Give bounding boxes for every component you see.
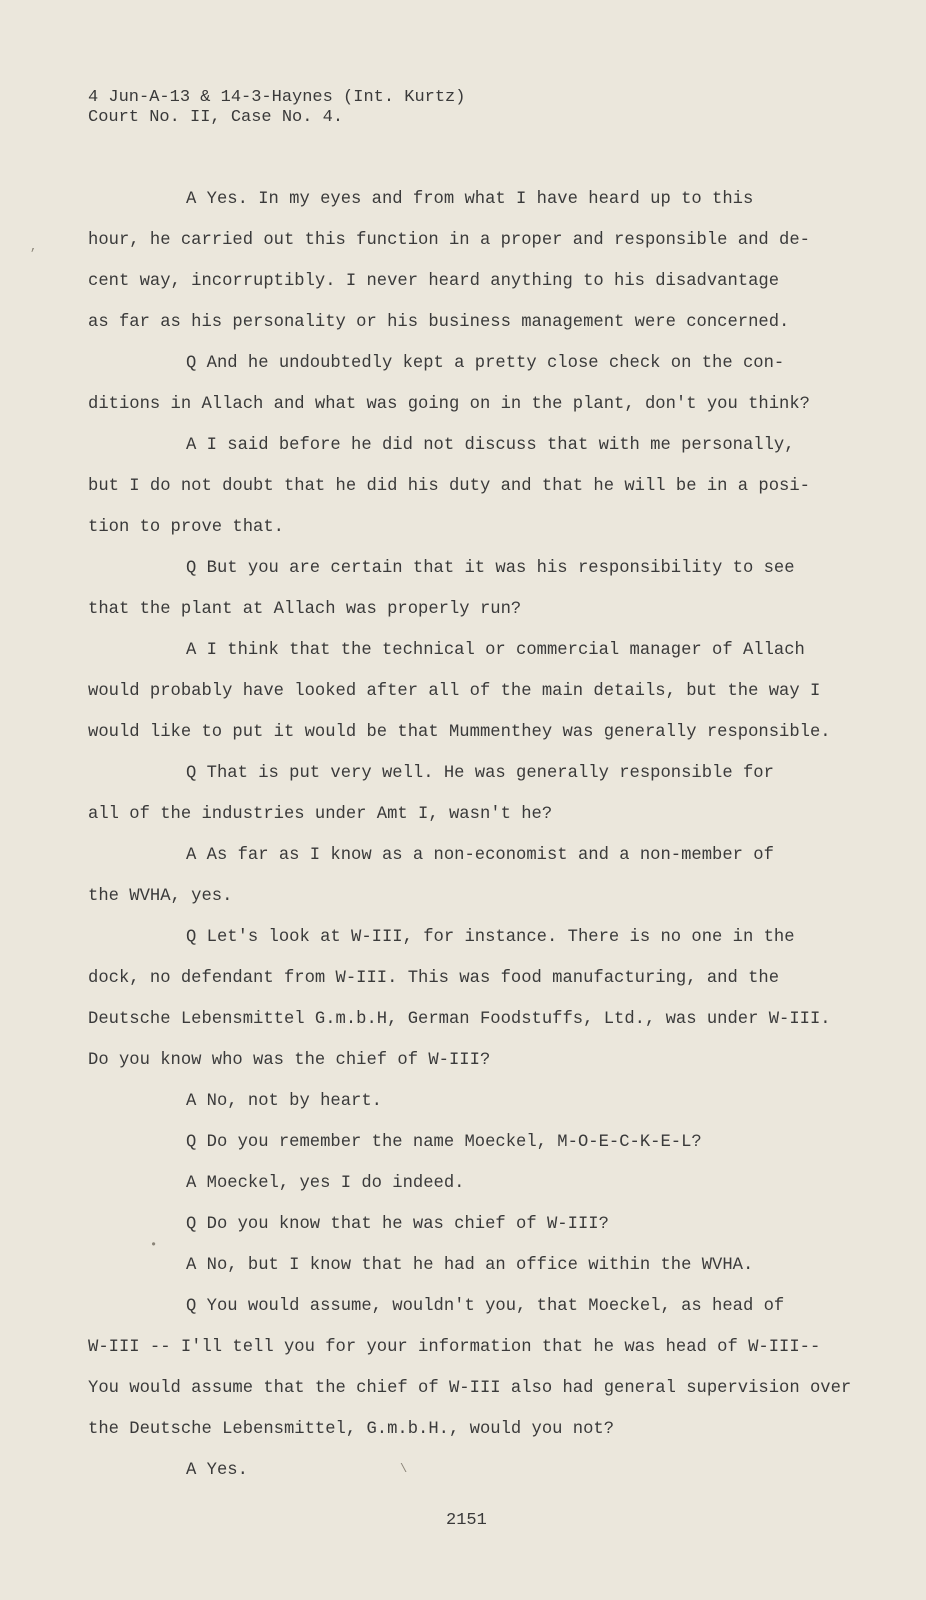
body-line: hour, he carried out this function in a proper and responsible and de- <box>88 231 810 250</box>
header-session-line: 4 Jun-A-13 & 14-3-Haynes (Int. Kurtz) <box>88 88 466 107</box>
header-court-line: Court No. II, Case No. 4. <box>88 108 344 127</box>
body-line: the Deutsche Lebensmittel, G.m.b.H., would you not? <box>88 1420 615 1439</box>
body-line: A Yes. <box>186 1461 248 1480</box>
body-line: but I do not doubt that he did his duty and that he will be in a posi- <box>88 477 810 496</box>
body-line: Q Do you remember the name Moeckel, M-O-E-C-K-E-L? <box>186 1133 702 1152</box>
body-line: W-III -- I'll tell you for your information that he was head of W-III-- <box>88 1338 821 1357</box>
body-line: You would assume that the chief of W-III also had general supervision over <box>88 1379 852 1398</box>
margin-speck: , <box>30 240 38 254</box>
body-line: would probably have looked after all of the main details, but the way I <box>88 682 821 701</box>
body-line: Do you know who was the chief of W-III? <box>88 1051 491 1070</box>
margin-speck: \ <box>400 1462 408 1476</box>
body-line: Q You would assume, wouldn't you, that Moeckel, as head of <box>186 1297 785 1316</box>
body-line: Q Do you know that he was chief of W-III? <box>186 1215 609 1234</box>
body-line: Q Let's look at W-III, for instance. There is no one in the <box>186 928 795 947</box>
body-line: A I think that the technical or commercial manager of Allach <box>186 641 805 660</box>
body-line: dock, no defendant from W-III. This was food manufacturing, and the <box>88 969 780 988</box>
body-line: A No, but I know that he had an office within the WVHA. <box>186 1256 754 1275</box>
body-line: A No, not by heart. <box>186 1092 382 1111</box>
body-line: cent way, incorruptibly. I never heard anything to his disadvantage <box>88 272 780 291</box>
body-line: Q But you are certain that it was his responsibility to see <box>186 559 795 578</box>
body-line: A I said before he did not discuss that with me personally, <box>186 436 795 455</box>
page-number: 2151 <box>446 1511 487 1530</box>
body-line: tion to prove that. <box>88 518 284 537</box>
body-line: Q That is put very well. He was generally responsible for <box>186 764 774 783</box>
body-line: would like to put it would be that Mummenthey was generally responsible. <box>88 723 831 742</box>
body-line: all of the industries under Amt I, wasn't he? <box>88 805 553 824</box>
body-line: Q And he undoubtedly kept a pretty close check on the con- <box>186 354 785 373</box>
body-line: Deutsche Lebensmittel G.m.b.H, German Foodstuffs, Ltd., was under W-III. <box>88 1010 831 1029</box>
body-line: the WVHA, yes. <box>88 887 233 906</box>
body-line: ditions in Allach and what was going on in the plant, don't you think? <box>88 395 810 414</box>
body-line: as far as his personality or his business management were concerned. <box>88 313 790 332</box>
body-line: A Moeckel, yes I do indeed. <box>186 1174 465 1193</box>
body-line: A As far as I know as a non-economist and a non-member of <box>186 846 774 865</box>
body-line: that the plant at Allach was properly run? <box>88 600 522 619</box>
margin-speck: • <box>150 1238 158 1252</box>
document-header <box>88 88 465 128</box>
body-line: A Yes. In my eyes and from what I have heard up to this <box>186 190 754 209</box>
